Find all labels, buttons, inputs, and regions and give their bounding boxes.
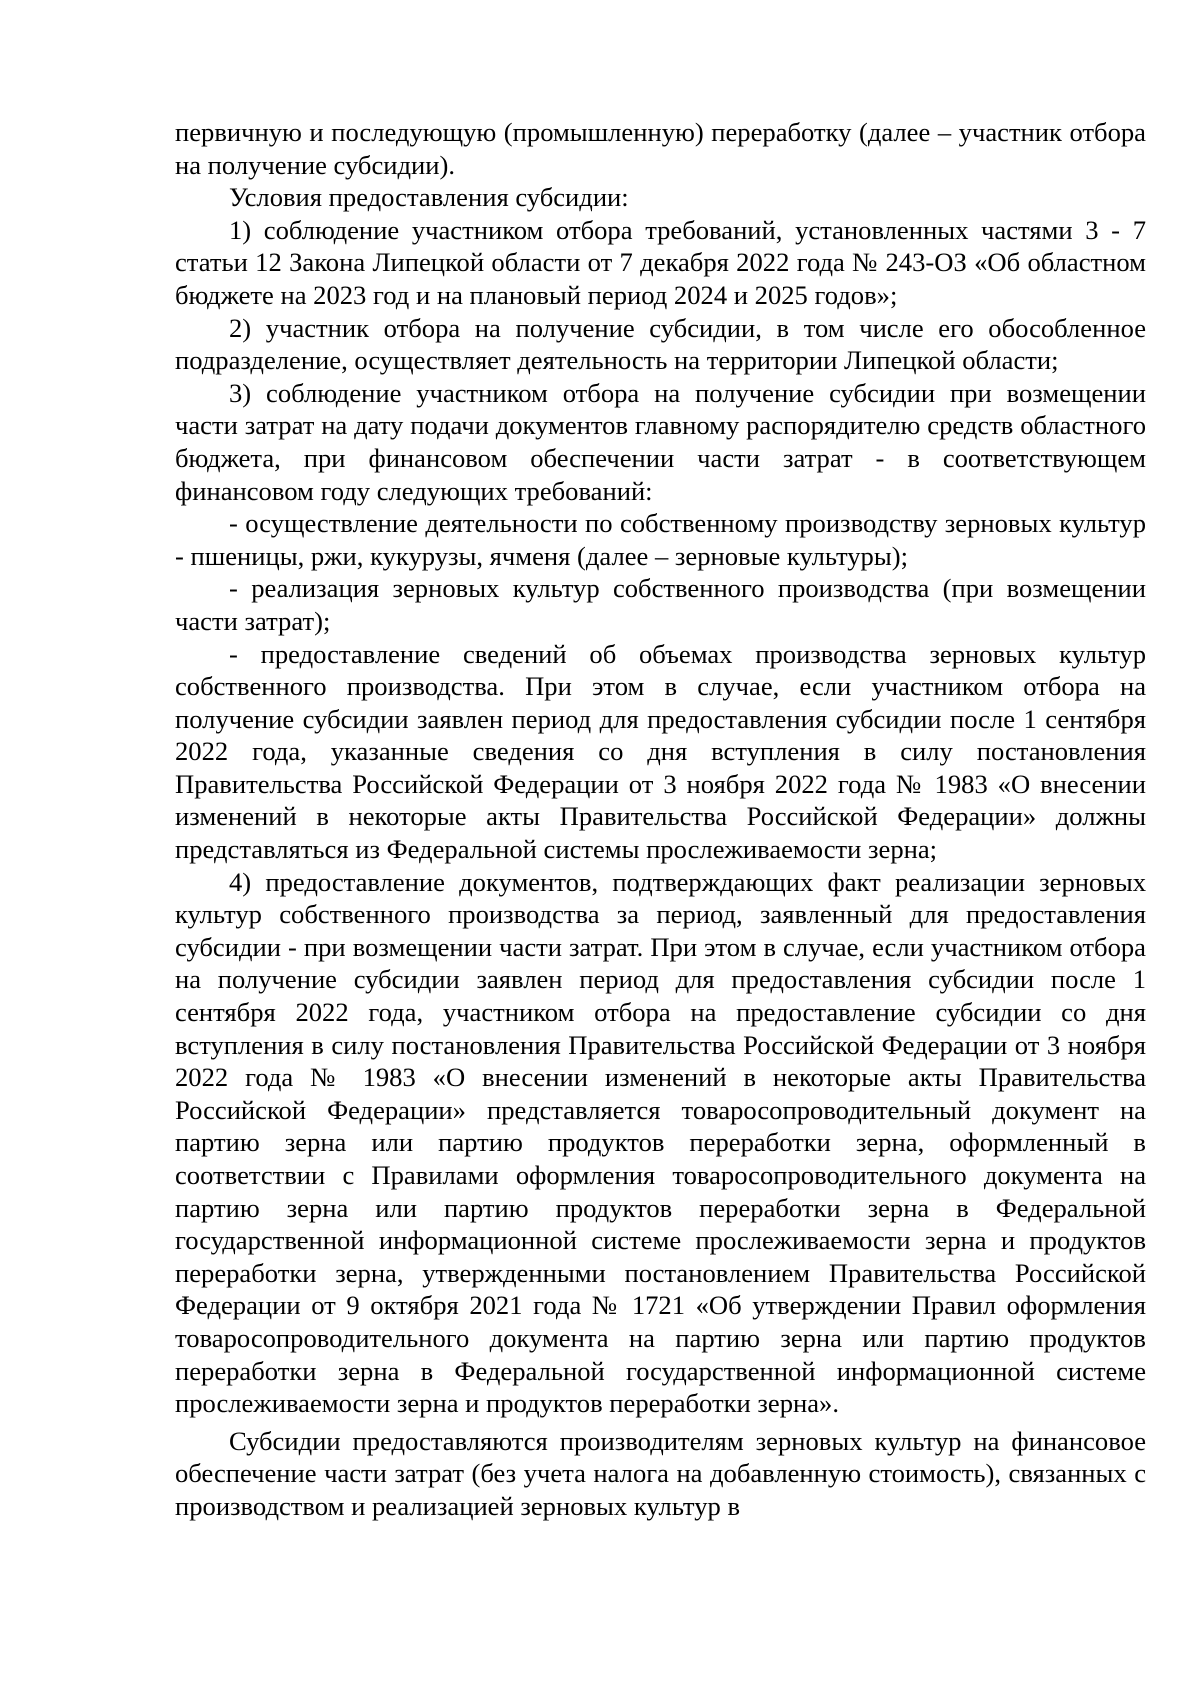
paragraph-item-3: 3) соблюдение участником отбора на получение субсидии при возмещении части затрат на дату подачи документов главному распорядителю средств областного бюджета, при финансовом обеспечении части затрат - в соответствующем финансовом году следующих требований:	[175, 377, 1146, 506]
paragraph-item-3-dash-3: - предоставление сведений об объемах производства зерновых культур собственного производства. При этом в случае, если участником отбора на получение субсидии заявлен период для предоставления субсидии после 1 сентября 2022 года, указанные сведения со дня вступления в силу постановления Правительства Российской Федерации от 3 ноября 2022 года № 1983 «О внесении изменений в некоторые акты Правительства Российской Федерации» должны представляться из Федеральной системы прослеживаемости зерна;	[175, 638, 1146, 865]
paragraph-conditions-heading: Условия предоставления субсидии:	[229, 182, 629, 213]
paragraph-subsidies: Субсидии предоставляются производителям зерновых культур на финансовое обеспечение части затрат (без учета налога на добавленную стоимость), связанных с производством и реализацией зерновых культур в	[175, 1425, 1146, 1521]
paragraph-item-3-dash-2: - реализация зерновых культур собственного производства (при возмещении части затрат);	[175, 573, 1146, 636]
paragraph-item-2: 2) участник отбора на получение субсидии, в том числе его обособленное подразделение, осуществляет деятельность на территории Липецкой области;	[175, 312, 1146, 376]
paragraph-item-1: 1) соблюдение участником отбора требований, установленных частями 3 - 7 статьи 12 Закона Липецкой области от 7 декабря 2022 года № 243-ОЗ «Об областном бюджете на 2023 год и на плановый период 2024 и 2025 годов»;	[175, 214, 1146, 310]
paragraph-continuation: первичную и последующую (промышленную) переработку (далее – участник отбора на получение субсидии).	[175, 117, 1146, 180]
paragraph-item-3-dash-1: - осуществление деятельности по собственному производству зерновых культур - пшеницы, ржи, кукурузы, ячменя (далее – зерновые культуры);	[175, 508, 1146, 571]
paragraph-item-4: 4) предоставление документов, подтверждающих факт реализации зерновых культур собственного производства за период, заявленный для предоставления субсидии - при возмещении части затрат. При этом в случае, если участником отбора на получение субсидии заявлен период для предоставления субсидии после 1 сентября 2022 года, участником отбора на предоставление субсидии со дня вступления в силу постановления Правительства Российской Федерации от 3 ноября 2022 года № 1983 «О внесении изменений в некоторые акты Правительства Российской Федерации» представляется товаросопроводительный документ на партию зерна или партию продуктов переработки зерна, оформленный в соответствии с Правилами оформления товаросопроводительного документа на партию зерна или партию продуктов переработки зерна в Федеральной государственной информационной системе прослеживаемости зерна и продуктов переработки зерна, утвержденными постановлением Правительства Российской Федерации от 9 октября 2021 года № 1721 «Об утверждении Правил оформления товаросопроводительного документа на партию зерна или партию продуктов переработки зерна в Федеральной государственной информационной системе прослеживаемости зерна и продуктов переработки зерна».	[175, 866, 1146, 1419]
document-page	[175, 116, 1146, 1523]
